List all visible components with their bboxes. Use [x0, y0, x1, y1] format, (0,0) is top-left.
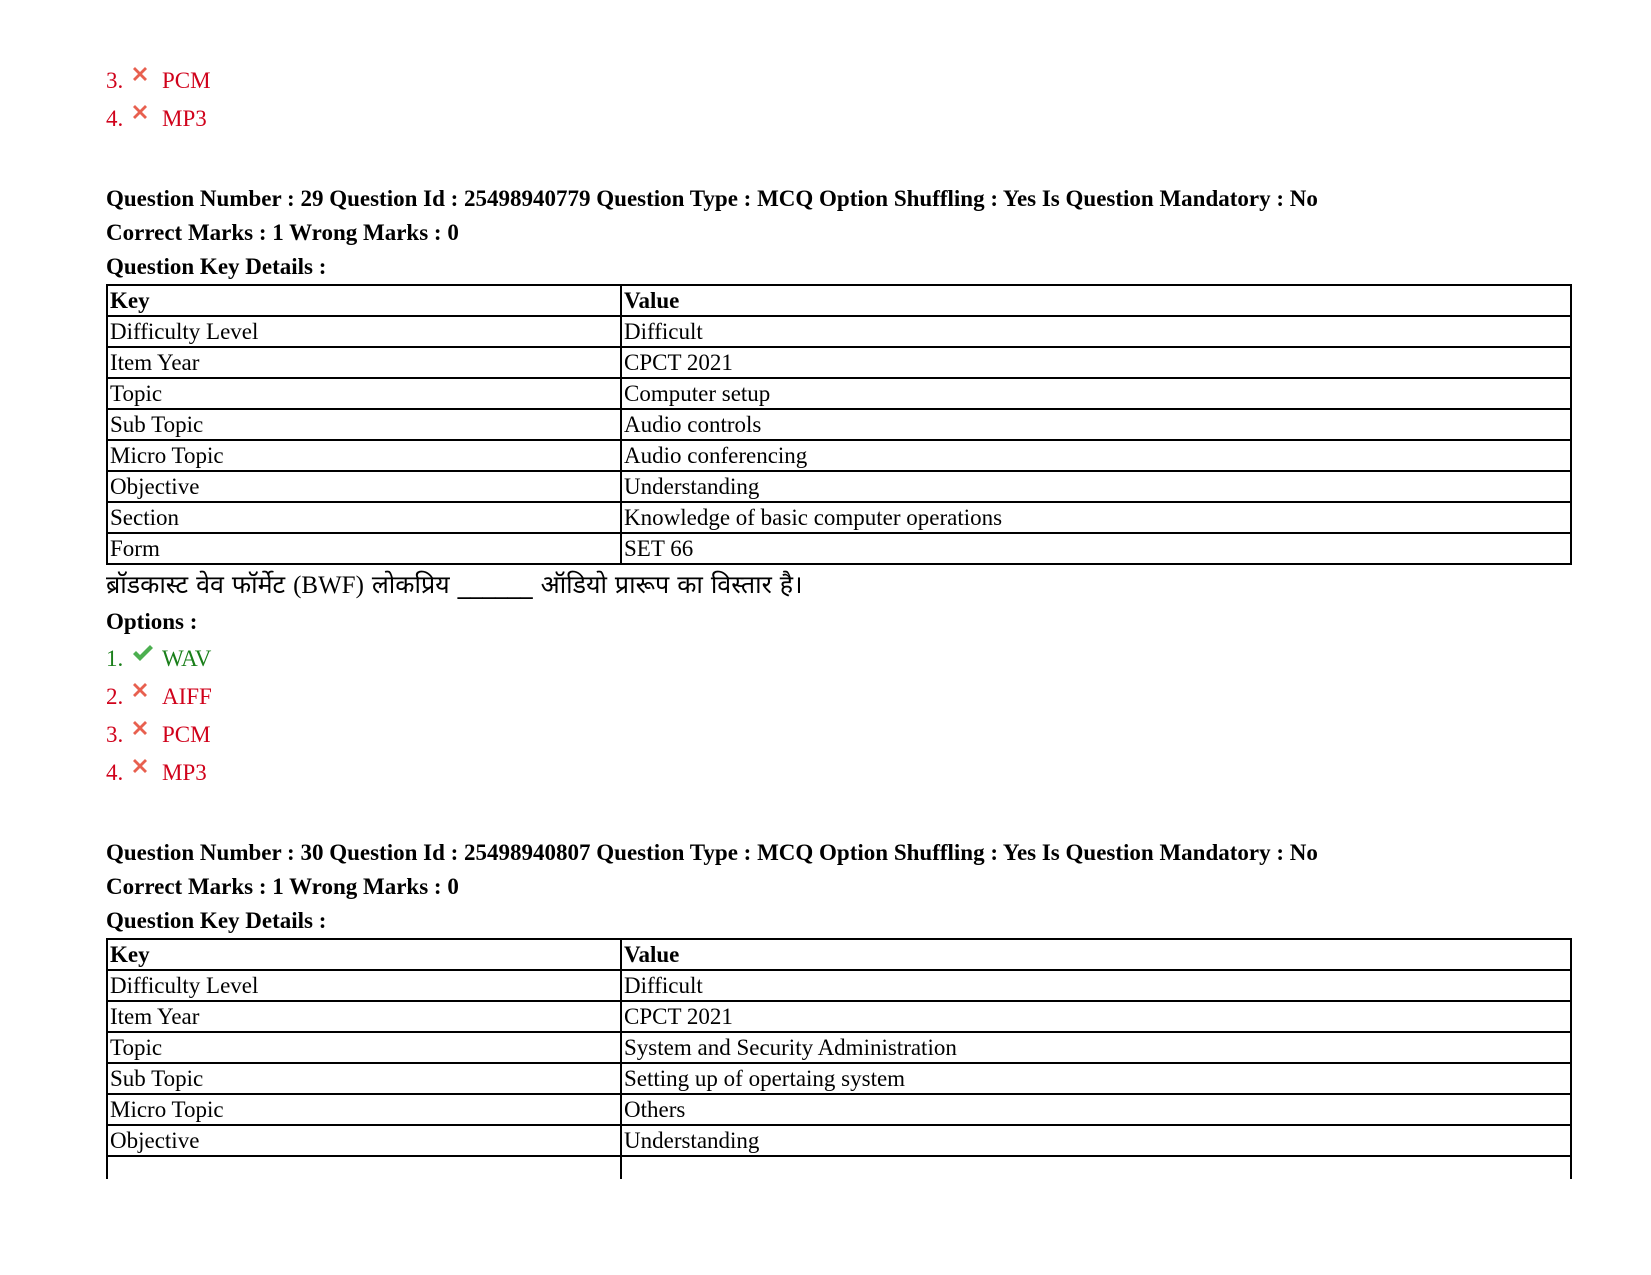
row-key: Form — [107, 533, 621, 564]
key-details-table — [106, 938, 1572, 1179]
table-header-row — [107, 939, 1571, 970]
table-row — [107, 378, 1571, 409]
option-text: AIFF — [162, 684, 212, 709]
option-item — [106, 678, 1572, 716]
option-text: MP3 — [162, 760, 207, 785]
table-row — [107, 1001, 1571, 1032]
option-number: 4. — [106, 106, 124, 131]
row-value: SET 66 — [621, 533, 1571, 564]
row-key: Difficulty Level — [107, 316, 621, 347]
column-header-key: Key — [107, 939, 621, 970]
row-key: Item Year — [107, 1001, 621, 1032]
row-key: Sub Topic — [107, 1063, 621, 1094]
cross-icon — [130, 100, 162, 138]
table-row-partial — [107, 1156, 1571, 1179]
table-row — [107, 1125, 1571, 1156]
option-item — [106, 640, 1572, 678]
row-value: System and Security Administration — [621, 1032, 1571, 1063]
question-29 — [106, 182, 1572, 792]
option-text: MP3 — [162, 106, 207, 131]
table-row — [107, 409, 1571, 440]
row-key: Objective — [107, 471, 621, 502]
table-row — [107, 471, 1571, 502]
row-value: Audio conferencing — [621, 440, 1571, 471]
option-item — [106, 100, 1572, 138]
cross-icon — [130, 754, 162, 792]
table-row — [107, 1063, 1571, 1094]
column-header-key: Key — [107, 285, 621, 316]
row-key — [107, 1156, 621, 1179]
row-key: Micro Topic — [107, 440, 621, 471]
row-value: Difficult — [621, 970, 1571, 1001]
table-header-row — [107, 285, 1571, 316]
option-number: 1. — [106, 646, 124, 671]
options-label: Options : — [106, 609, 198, 634]
row-value: Understanding — [621, 1125, 1571, 1156]
option-number: 4. — [106, 760, 124, 785]
row-value: Audio controls — [621, 409, 1571, 440]
option-item — [106, 716, 1572, 754]
row-value: Difficult — [621, 316, 1571, 347]
row-key: Micro Topic — [107, 1094, 621, 1125]
row-value: CPCT 2021 — [621, 347, 1571, 378]
column-header-value: Value — [621, 939, 1571, 970]
question-text-part: ब्रॉडकास्ट वेव फॉर्मेट — [106, 570, 294, 599]
row-value: Understanding — [621, 471, 1571, 502]
row-key: Section — [107, 502, 621, 533]
row-key: Sub Topic — [107, 409, 621, 440]
table-row — [107, 347, 1571, 378]
row-key: Objective — [107, 1125, 621, 1156]
cross-icon — [130, 716, 162, 754]
question-header: Question Number : 30 Question Id : 25498940807 Question Type : MCQ Option Shuffling : Yes Is Question Mandatory : No — [106, 840, 1318, 865]
table-row — [107, 1032, 1571, 1063]
question-30 — [106, 836, 1572, 1179]
row-key: Topic — [107, 378, 621, 409]
option-text: PCM — [162, 68, 211, 93]
question-text — [106, 567, 1572, 604]
table-row — [107, 1094, 1571, 1125]
option-number: 2. — [106, 684, 124, 709]
key-details-label: Question Key Details : — [106, 908, 327, 933]
marks-line: Correct Marks : 1 Wrong Marks : 0 — [106, 874, 459, 899]
marks-line: Correct Marks : 1 Wrong Marks : 0 — [106, 220, 459, 245]
check-icon — [130, 640, 162, 678]
prev-options — [106, 62, 1572, 138]
table-row — [107, 970, 1571, 1001]
question-text-part: लोकप्रिय ______ ऑडियो प्रारूप का विस्तार है। — [363, 570, 803, 599]
option-number: 3. — [106, 722, 124, 747]
option-item — [106, 754, 1572, 792]
question-header: Question Number : 29 Question Id : 25498940779 Question Type : MCQ Option Shuffling : Yes Is Question Mandatory : No — [106, 186, 1318, 211]
cross-icon — [130, 678, 162, 716]
row-value: Others — [621, 1094, 1571, 1125]
table-row — [107, 533, 1571, 564]
table-row — [107, 316, 1571, 347]
row-value: Computer setup — [621, 378, 1571, 409]
option-text: PCM — [162, 722, 211, 747]
row-value: Setting up of opertaing system — [621, 1063, 1571, 1094]
key-details-table — [106, 284, 1572, 565]
row-value — [621, 1156, 1571, 1179]
key-details-label: Question Key Details : — [106, 254, 327, 279]
option-item — [106, 62, 1572, 100]
option-number: 3. — [106, 68, 124, 93]
column-header-value: Value — [621, 285, 1571, 316]
question-text-part: (BWF) — [293, 572, 364, 599]
row-key: Topic — [107, 1032, 621, 1063]
row-value: Knowledge of basic computer operations — [621, 502, 1571, 533]
option-text: WAV — [162, 646, 212, 671]
row-value: CPCT 2021 — [621, 1001, 1571, 1032]
row-key: Item Year — [107, 347, 621, 378]
table-row — [107, 440, 1571, 471]
table-row — [107, 502, 1571, 533]
row-key: Difficulty Level — [107, 970, 621, 1001]
page — [106, 62, 1572, 1179]
cross-icon — [130, 62, 162, 100]
